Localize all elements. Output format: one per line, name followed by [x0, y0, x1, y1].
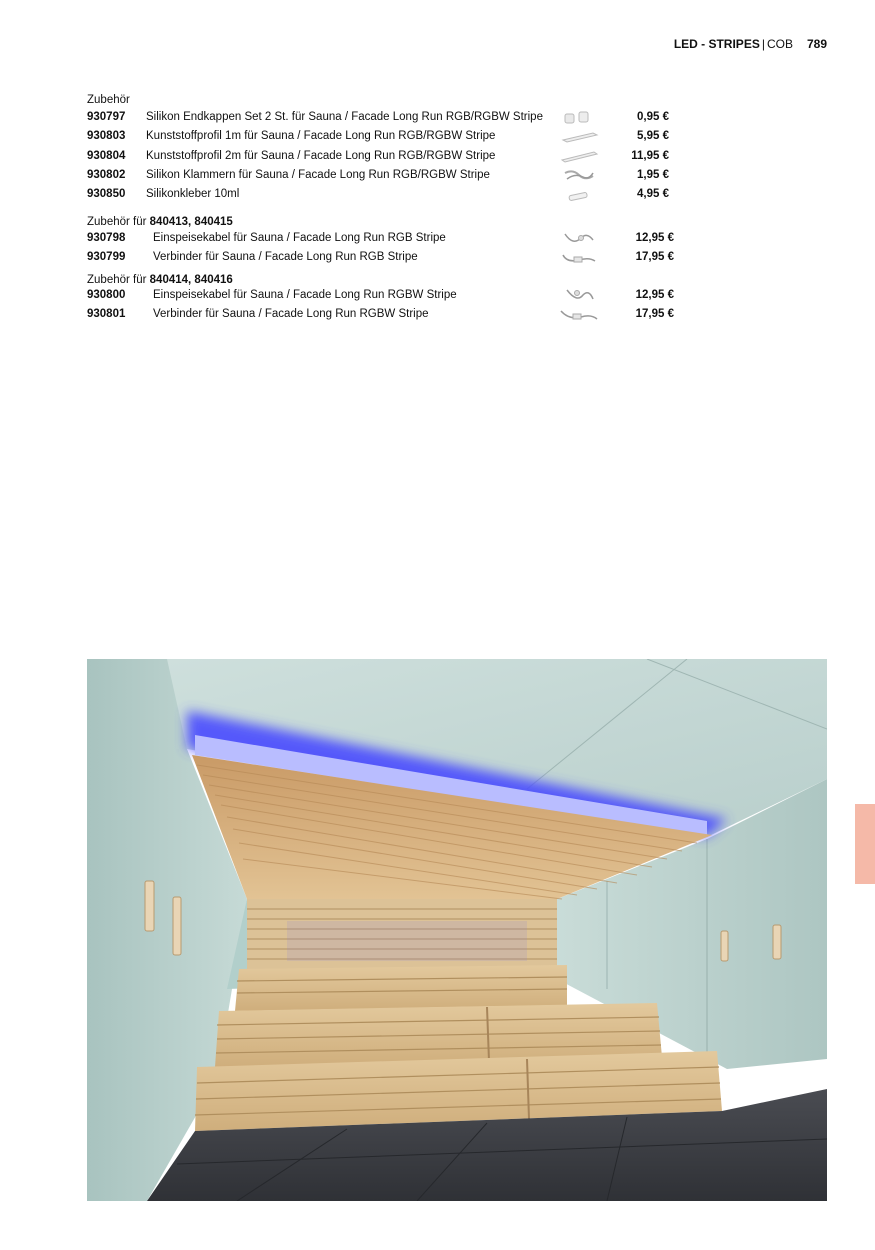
article-price: 17,95 €	[635, 251, 674, 263]
adhesive-thumbnail	[559, 186, 599, 203]
section-title-prefix: Zubehör für	[87, 274, 147, 286]
table-row	[87, 127, 687, 146]
page-number: 789	[806, 37, 827, 51]
article-number: 930800	[87, 289, 126, 301]
section-title-models: 840413, 840415	[149, 216, 233, 228]
header-separator: |	[761, 37, 765, 51]
article-description: Kunststoffprofil 2m für Sauna / Facade Long Run RGB/RGBW Stripe	[146, 150, 496, 162]
article-description: Silikon Endkappen Set 2 St. für Sauna / Facade Long Run RGB/RGBW Stripe	[146, 111, 543, 123]
profile-2m-thumbnail	[559, 148, 599, 165]
feed-cable-thumbnail	[559, 230, 599, 247]
table-row	[87, 286, 687, 305]
table-row	[87, 305, 687, 324]
article-number: 930804	[87, 150, 126, 162]
article-number: 930799	[87, 251, 126, 263]
section-title-rgb	[87, 216, 233, 228]
article-price: 1,95 €	[637, 169, 669, 181]
article-description: Silikonkleber 10ml	[146, 188, 240, 200]
article-number: 930802	[87, 169, 126, 181]
table-row	[87, 166, 687, 185]
article-price: 11,95 €	[631, 150, 669, 162]
article-description: Einspeisekabel für Sauna / Facade Long Run RGBW Stripe	[153, 289, 457, 301]
section-title-prefix: Zubehör für	[87, 216, 147, 228]
article-description: Verbinder für Sauna / Facade Long Run RGB Stripe	[153, 251, 418, 263]
article-number: 930850	[87, 188, 126, 200]
article-description: Silikon Klammern für Sauna / Facade Long Run RGB/RGBW Stripe	[146, 169, 490, 181]
sauna-photo	[87, 659, 827, 1201]
article-price: 12,95 €	[635, 289, 674, 301]
table-row	[87, 147, 687, 166]
section-title-rgbw	[87, 274, 233, 286]
feed-cable-thumbnail	[559, 287, 599, 304]
page-header	[674, 37, 827, 51]
article-description: Verbinder für Sauna / Facade Long Run RGBW Stripe	[153, 308, 429, 320]
chapter-tab	[855, 804, 875, 884]
table-row	[87, 185, 687, 204]
section-title-accessories	[87, 94, 130, 106]
header-category: LED - STRIPES	[673, 37, 760, 51]
connector-thumbnail	[559, 306, 599, 323]
article-description: Einspeisekabel für Sauna / Facade Long Run RGB Stripe	[153, 232, 446, 244]
article-description: Kunststoffprofil 1m für Sauna / Facade Long Run RGB/RGBW Stripe	[146, 130, 496, 142]
article-number: 930798	[87, 232, 126, 244]
article-number: 930797	[87, 111, 126, 123]
clips-thumbnail	[559, 167, 599, 184]
section-title-models: 840414, 840416	[149, 274, 233, 286]
end-caps-thumbnail	[559, 109, 599, 126]
table-row	[87, 248, 687, 267]
article-price: 5,95 €	[637, 130, 669, 142]
table-row	[87, 229, 687, 248]
header-subcategory: COB	[766, 37, 793, 51]
table-row	[87, 108, 687, 127]
article-number: 930803	[87, 130, 126, 142]
article-price: 0,95 €	[637, 111, 669, 123]
connector-thumbnail	[559, 249, 599, 266]
article-price: 17,95 €	[635, 308, 674, 320]
article-price: 4,95 €	[637, 188, 669, 200]
section-title-prefix: Zubehör	[87, 94, 130, 106]
profile-1m-thumbnail	[559, 128, 599, 145]
article-price: 12,95 €	[635, 232, 674, 244]
article-number: 930801	[87, 308, 126, 320]
